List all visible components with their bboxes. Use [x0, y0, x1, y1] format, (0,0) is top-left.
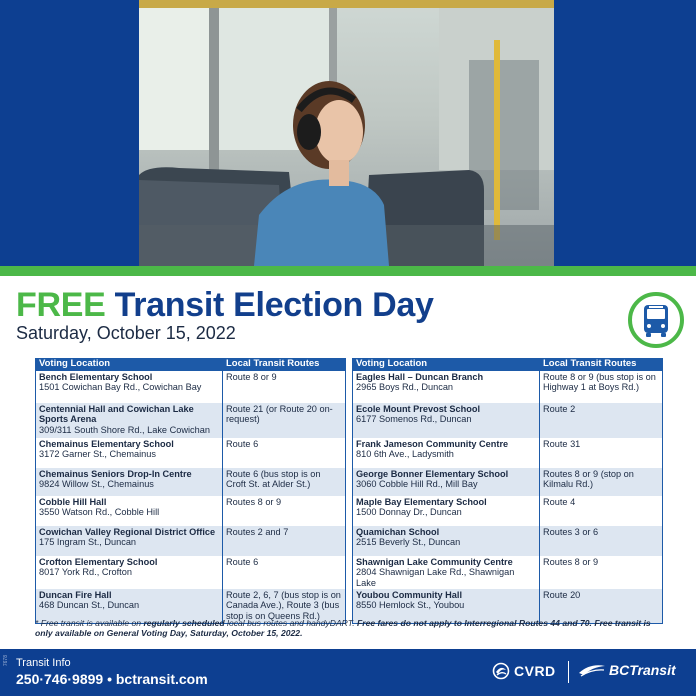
location-address: 8550 Hemlock St., Youbou [356, 600, 465, 611]
table-header-row [36, 359, 346, 371]
table-row [36, 403, 346, 438]
bctransit-logo [578, 662, 676, 678]
location-address: 175 Ingram St., Duncan [39, 537, 137, 548]
voting-locations-table-right [352, 358, 663, 624]
location-name: Frank Jameson Community Centre [356, 439, 509, 450]
header-photo-band [0, 0, 696, 266]
routes-cell: Routes 2 and 7 [223, 526, 346, 556]
election-date: Saturday, October 15, 2022 [16, 323, 236, 343]
bus-window-left [139, 0, 209, 150]
footnote [35, 618, 665, 639]
location-cell [353, 370, 540, 403]
location-address: 468 Duncan St., Duncan [39, 600, 140, 611]
routes-cell: Route 6 [223, 556, 346, 589]
location-name: Crofton Elementary School [39, 557, 158, 568]
routes-cell: Routes 8 or 9 [223, 496, 346, 526]
print-code: 7678 [3, 655, 9, 667]
bus-icon-graphic [632, 296, 680, 344]
header-transit-routes: Local Transit Routes [540, 359, 663, 371]
page-title [16, 286, 434, 325]
location-address: 2965 Boys Rd., Duncan [356, 381, 454, 392]
location-cell [36, 526, 223, 556]
location-cell [36, 438, 223, 468]
table-row [36, 526, 346, 556]
routes-cell: Routes 8 or 9 (stop on Kilmalu Rd.) [540, 468, 663, 496]
location-name: Bench Elementary School [39, 371, 153, 382]
routes-cell: Route 2, 6, 7 (bus stop is on Canada Ave.), Route 3 (bus stop is on Queens Rd.) [223, 589, 346, 623]
table-header-row [353, 359, 663, 371]
routes-cell: Routes 3 or 6 [540, 526, 663, 556]
table-row [353, 526, 663, 556]
routes-cell: Route 6 [223, 438, 346, 468]
headphones-cup [297, 114, 321, 150]
location-name: Cowichan Valley Regional District Office [39, 527, 216, 538]
routes-cell: Route 8 or 9 (bus stop is on Highway 1 at Boys Rd.) [540, 370, 663, 403]
location-cell [36, 370, 223, 403]
location-name: Quamichan School [356, 527, 440, 538]
location-cell [353, 438, 540, 468]
header-voting-location: Voting Location [36, 359, 223, 371]
transit-info-contact[interactable]: 250·746·9899 • bctransit.com [16, 671, 208, 687]
routes-cell: Route 4 [540, 496, 663, 526]
location-address: 810 6th Ave., Ladysmith [356, 449, 454, 460]
location-name: Shawnigan Lake Community Centre [356, 557, 513, 568]
cvrd-swirl-icon [492, 662, 510, 680]
footnote-bold-1: regularly scheduled [143, 618, 225, 628]
location-name: Youbou Community Hall [356, 590, 462, 601]
location-cell [353, 468, 540, 496]
location-name: George Bonner Elementary School [356, 469, 509, 480]
location-cell [353, 556, 540, 589]
location-name: Duncan Fire Hall [39, 590, 112, 601]
table-row [353, 556, 663, 589]
location-name: Chemainus Elementary School [39, 439, 174, 450]
routes-cell: Route 6 (bus stop is on Croft St. at Alder St.) [223, 468, 346, 496]
location-address: 8017 York Rd., Crofton [39, 567, 132, 578]
routes-cell: Route 20 [540, 589, 663, 623]
voting-locations-table-left [35, 358, 346, 624]
bctransit-logo-text: BCTransit [609, 662, 676, 678]
table-row [36, 468, 346, 496]
location-cell [353, 403, 540, 438]
location-address: 3172 Garner St., Chemainus [39, 449, 156, 460]
location-address: 309/311 South Shore Rd., Lake Cowichan [39, 424, 210, 435]
location-name: Centennial Hall and Cowichan Lake Sports Arena [39, 404, 194, 425]
location-name: Cobble Hill Hall [39, 497, 107, 508]
location-address: 6177 Somenos Rd., Duncan [356, 414, 472, 425]
routes-cell: Route 2 [540, 403, 663, 438]
location-cell [36, 556, 223, 589]
location-cell [353, 496, 540, 526]
location-address: 2804 Shawnigan Lake Rd., Shawnigan Lake [356, 567, 515, 588]
routes-cell: Route 21 (or Route 20 on-request) [223, 403, 346, 438]
title-free: FREE [16, 286, 106, 324]
footnote-part-1: * Free transit is available on [35, 618, 144, 628]
routes-cell: Route 31 [540, 438, 663, 468]
location-cell [36, 468, 223, 496]
green-divider-stripe [0, 266, 696, 276]
footer-bar [0, 649, 696, 696]
logo-divider [568, 661, 569, 683]
bus-icon [628, 292, 684, 348]
routes-cell: Routes 8 or 9 [540, 556, 663, 589]
location-cell [36, 403, 223, 438]
location-address: 1500 Donnay Dr., Duncan [356, 507, 462, 518]
footnote-bold-2: Free fares do not apply to Interregional Routes 44 and 70. Free transit is only available on General Voting Day, Saturday, October 15, 2022. [35, 618, 651, 639]
table-row [36, 370, 346, 403]
passenger-face [315, 100, 363, 164]
table-row [36, 438, 346, 468]
location-address: 3550 Watson Rd., Cobble Hill [39, 507, 160, 518]
footnote-part-2: local bus routes and handyDART. [224, 618, 357, 628]
bus-passenger-photo [139, 0, 554, 266]
location-cell [353, 526, 540, 556]
location-address: 2515 Beverly St., Duncan [356, 537, 461, 548]
location-address: 3060 Cobble Hill Rd., Mill Bay [356, 479, 478, 490]
table-row [353, 403, 663, 438]
header-transit-routes: Local Transit Routes [223, 359, 346, 371]
bctransit-swoosh-icon [578, 663, 606, 677]
photo-illustration [139, 0, 554, 266]
table-row [353, 370, 663, 403]
table-row [353, 438, 663, 468]
location-name: Chemainus Seniors Drop-In Centre [39, 469, 192, 480]
header-voting-location: Voting Location [353, 359, 540, 371]
table-row [353, 496, 663, 526]
location-name: Ecole Mount Prevost School [356, 404, 481, 415]
location-name: Maple Bay Elementary School [356, 497, 487, 508]
cvrd-logo [492, 662, 556, 680]
location-name: Eagles Hall – Duncan Branch [356, 371, 484, 382]
location-address: 1501 Cowichan Bay Rd., Cowichan Bay [39, 381, 202, 392]
cvrd-logo-text: CVRD [514, 663, 556, 679]
routes-cell: Route 8 or 9 [223, 370, 346, 403]
table-row [36, 496, 346, 526]
transit-info-label: Transit Info [16, 657, 71, 669]
table-row [36, 556, 346, 589]
title-rest: Transit Election Day [114, 286, 434, 324]
table-row [353, 468, 663, 496]
location-cell [36, 496, 223, 526]
location-address: 9824 Willow St., Chemainus [39, 479, 154, 490]
